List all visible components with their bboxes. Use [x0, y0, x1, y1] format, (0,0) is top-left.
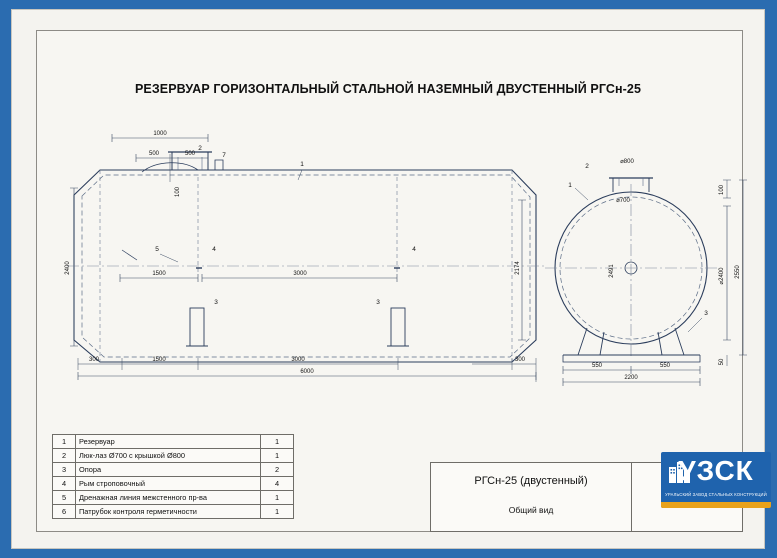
- spec-qty: 2: [261, 463, 294, 477]
- svg-text:2: 2: [198, 145, 202, 152]
- spec-name: Дренажная линия межстенного пр-ва: [76, 491, 261, 505]
- title-block-subtitle: Общий вид: [508, 505, 554, 515]
- svg-text:⌀800: ⌀800: [620, 159, 634, 165]
- specification-table: [52, 434, 294, 519]
- table-row: [53, 477, 294, 491]
- svg-text:3: 3: [214, 299, 218, 306]
- svg-text:550: 550: [659, 363, 671, 369]
- spec-pos: 6: [53, 505, 76, 519]
- spec-pos: 5: [53, 491, 76, 505]
- svg-text:100: 100: [719, 184, 725, 196]
- table-row: [53, 505, 294, 519]
- table-row: [53, 491, 294, 505]
- svg-text:2491: 2491: [609, 264, 615, 278]
- spec-pos: 1: [53, 435, 76, 449]
- table-row: [53, 449, 294, 463]
- svg-text:1500: 1500: [152, 357, 166, 363]
- svg-text:50: 50: [719, 358, 725, 366]
- drawing-sheet: [12, 10, 767, 548]
- table-row: [53, 435, 294, 449]
- spec-qty: 1: [261, 449, 294, 463]
- svg-text:500: 500: [148, 151, 160, 157]
- table-row: [53, 463, 294, 477]
- company-logo: [661, 452, 771, 524]
- spec-name: Патрубок контроля герметичности: [76, 505, 261, 519]
- logo-subtitle: УРАЛЬСКИЙ ЗАВОД СТАЛЬНЫХ КОНСТРУКЦИЙ: [665, 492, 767, 497]
- spec-qty: 1: [261, 491, 294, 505]
- spec-name: Люк-лаз Ø700 с крышкой Ø800: [76, 449, 261, 463]
- svg-text:1000: 1000: [153, 131, 167, 137]
- svg-text:3000: 3000: [291, 357, 305, 363]
- svg-text:7: 7: [222, 152, 226, 159]
- svg-text:⌀700: ⌀700: [616, 198, 630, 204]
- spec-pos: 2: [53, 449, 76, 463]
- svg-text:5: 5: [155, 246, 159, 253]
- svg-text:2174: 2174: [515, 261, 521, 275]
- svg-text:100: 100: [175, 186, 181, 198]
- svg-text:1: 1: [568, 182, 572, 189]
- svg-text:300: 300: [514, 357, 526, 363]
- svg-text:1: 1: [300, 161, 304, 168]
- svg-text:2200: 2200: [624, 375, 638, 381]
- spec-name: Опора: [76, 463, 261, 477]
- svg-text:4: 4: [212, 246, 216, 253]
- svg-text:500: 500: [184, 151, 196, 157]
- svg-text:2550: 2550: [735, 265, 741, 279]
- svg-text:3: 3: [704, 310, 708, 317]
- svg-text:4: 4: [412, 246, 416, 253]
- spec-pos: 4: [53, 477, 76, 491]
- title-block-name: РГСн-25 (двустенный): [474, 475, 588, 487]
- logo-accent-bar: [661, 502, 771, 508]
- spec-qty: 1: [261, 435, 294, 449]
- spec-pos: 3: [53, 463, 76, 477]
- drawing-title: РЕЗЕРВУАР ГОРИЗОНТАЛЬНЫЙ СТАЛЬНОЙ НАЗЕМНЫЙ ДВУСТЕННЫЙ РГСн-25: [134, 82, 642, 96]
- svg-text:⌀2400: ⌀2400: [719, 267, 725, 285]
- svg-text:300: 300: [88, 357, 100, 363]
- spec-qty: 4: [261, 477, 294, 491]
- svg-text:3: 3: [376, 299, 380, 306]
- svg-text:550: 550: [591, 363, 603, 369]
- spec-name: Рым строповочный: [76, 477, 261, 491]
- svg-text:6000: 6000: [300, 369, 314, 375]
- title-block-divider: [631, 463, 632, 531]
- spec-name: Резервуар: [76, 435, 261, 449]
- svg-text:2: 2: [585, 163, 589, 170]
- svg-text:1500: 1500: [152, 271, 166, 277]
- spec-qty: 1: [261, 505, 294, 519]
- svg-text:3000: 3000: [293, 271, 307, 277]
- svg-text:2400: 2400: [65, 261, 71, 275]
- logo-text: УЗСК: [678, 455, 754, 486]
